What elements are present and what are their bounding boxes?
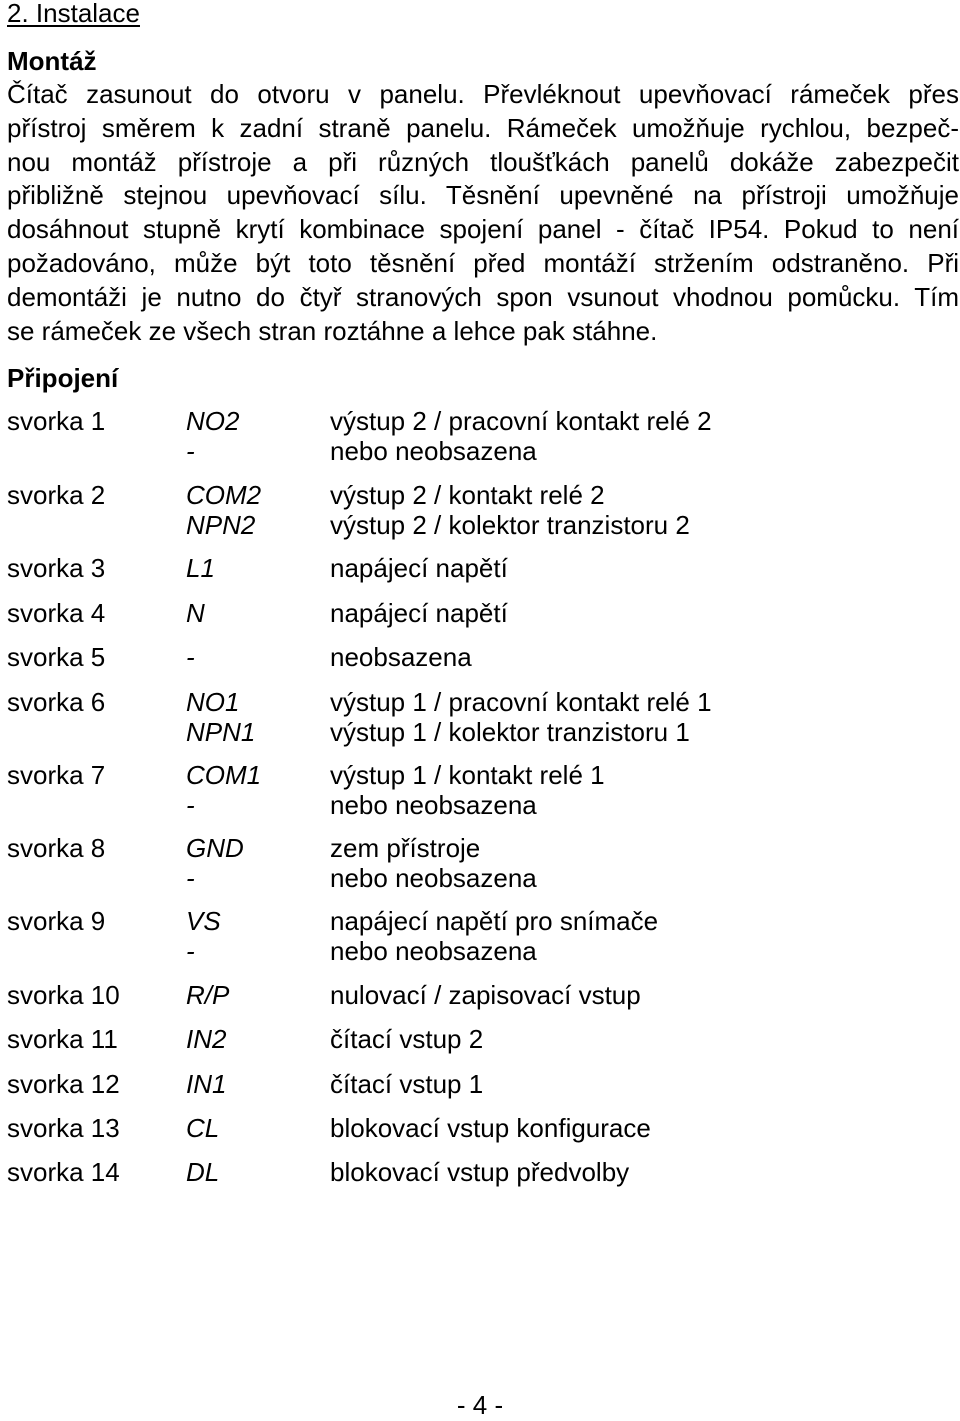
paragraph-line: požadováno, může být toto těsnění před montáží stržením odstraněno. Při xyxy=(7,247,959,278)
terminal-signal: VS xyxy=(186,906,221,936)
terminal-description: výstup 1 / kontakt relé 1 xyxy=(330,760,605,790)
terminal-description: nebo neobsazena xyxy=(330,935,537,966)
terminal-description: blokovací vstup předvolby xyxy=(330,1157,630,1187)
terminal-number: svorka 6 xyxy=(7,687,106,717)
terminal-description: nebo neobsazena xyxy=(330,862,537,893)
terminal-signal: - xyxy=(186,862,195,893)
terminal-description: výstup 1 / pracovní kontakt relé 1 xyxy=(330,687,712,717)
paragraph-line: přístroj směrem k zadní straně panelu. Rámeček umožňuje rychlou, bezpeč- xyxy=(7,112,959,143)
terminal-number: svorka 11 xyxy=(7,1024,118,1054)
terminal-number: svorka 12 xyxy=(7,1069,120,1099)
terminal-signal: L1 xyxy=(186,553,215,583)
terminal-description: nulovací / zapisovací vstup xyxy=(330,980,641,1010)
terminal-signal: - xyxy=(186,642,195,672)
terminal-signal: NO2 xyxy=(186,406,240,436)
paragraph-line: se rámeček ze všech stran roztáhne a lehce pak stáhne. xyxy=(7,315,658,346)
page-number: - 4 - xyxy=(456,1390,504,1420)
terminal-description: napájecí napětí pro snímače xyxy=(330,906,659,936)
terminal-description: nebo neobsazena xyxy=(330,789,537,820)
paragraph-line: Čítač zasunout do otvoru v panelu. Převléknout upevňovací rámeček přes xyxy=(7,79,959,109)
terminal-number: svorka 7 xyxy=(7,760,106,790)
terminal-description: výstup 2 / pracovní kontakt relé 2 xyxy=(330,406,712,436)
terminal-description: nebo neobsazena xyxy=(330,435,537,466)
terminal-signal: N xyxy=(186,598,205,628)
terminal-signal: - xyxy=(186,935,195,966)
terminal-signal: R/P xyxy=(186,980,230,1010)
terminal-description: výstup 2 / kolektor tranzistoru 2 xyxy=(330,509,690,540)
terminal-number: svorka 9 xyxy=(7,906,106,936)
pripojeni-heading: Připojení xyxy=(7,363,119,393)
terminal-signal: CL xyxy=(186,1113,220,1143)
terminal-signal: COM2 xyxy=(186,480,262,510)
terminal-number: svorka 8 xyxy=(7,833,106,863)
paragraph-line: dosáhnout stupně krytí kombinace spojení panel - čítač IP54. Pokud to není xyxy=(7,214,959,245)
terminal-number: svorka 13 xyxy=(7,1113,120,1143)
paragraph-line: přibližně stejnou upevňovací sílu. Těsnění upevněné na přístroji umožňuje xyxy=(7,180,959,211)
terminal-description: napájecí napětí xyxy=(330,598,508,628)
terminal-signal: NO1 xyxy=(186,687,240,717)
terminal-number: svorka 4 xyxy=(7,598,106,628)
section-title: 2. Instalace xyxy=(7,0,140,28)
terminal-number: svorka 5 xyxy=(7,642,106,672)
terminal-signal: NPN2 xyxy=(186,509,256,540)
terminal-number: svorka 3 xyxy=(7,553,106,583)
terminal-description: zem přístroje xyxy=(330,833,481,863)
terminal-description: výstup 2 / kontakt relé 2 xyxy=(330,480,605,510)
paragraph-line: demontáži je nutno do čtyř stranových spon vsunout vhodnou pomůcku. Tím xyxy=(7,281,959,312)
terminal-description: výstup 1 / kolektor tranzistoru 1 xyxy=(330,716,690,747)
paragraph-line: nou montáž přístroje a při různých tloušťkách panelů dokáže zabezpečit xyxy=(7,146,959,177)
terminal-number: svorka 2 xyxy=(7,480,106,510)
terminal-description: neobsazena xyxy=(330,642,472,672)
terminal-signal: - xyxy=(186,435,195,466)
terminal-signal: - xyxy=(186,789,195,820)
terminal-signal: GND xyxy=(186,833,244,863)
terminal-description: napájecí napětí xyxy=(330,553,508,583)
terminal-number: svorka 14 xyxy=(7,1157,120,1187)
terminal-signal: DL xyxy=(186,1157,220,1187)
terminal-description: blokovací vstup konfigurace xyxy=(330,1113,651,1143)
terminal-number: svorka 10 xyxy=(7,980,120,1010)
terminal-number: svorka 1 xyxy=(7,406,106,436)
page-number-footer xyxy=(0,1389,960,1421)
terminal-signal: COM1 xyxy=(186,760,262,790)
terminal-signal: IN1 xyxy=(186,1069,227,1099)
montaz-heading: Montáž xyxy=(7,46,97,76)
terminal-signal: NPN1 xyxy=(186,716,256,747)
terminal-signal: IN2 xyxy=(186,1024,227,1054)
terminal-description: čítací vstup 1 xyxy=(330,1069,484,1099)
terminal-description: čítací vstup 2 xyxy=(330,1024,484,1054)
montaz-paragraph xyxy=(7,78,959,348)
